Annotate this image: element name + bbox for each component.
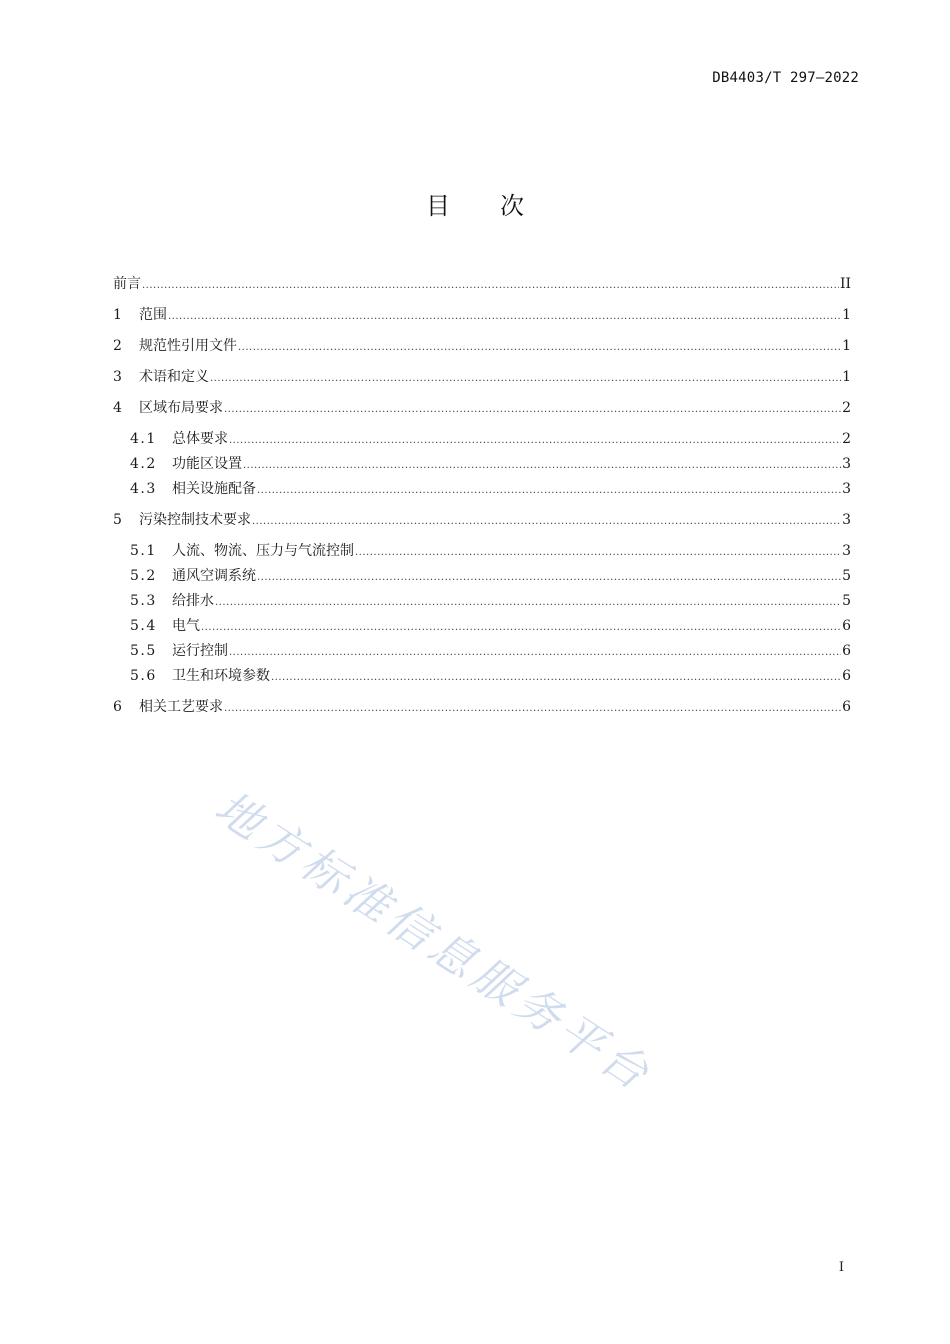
toc-entry-number: 2 [113,338,122,354]
toc-title: 目次 [426,192,574,220]
toc-entry-number: 4 [113,400,122,416]
toc-page-number: 6 [842,643,851,659]
toc-entry-4[interactable] [113,399,851,417]
toc-entry-label: 前言 [113,276,141,292]
toc-entry-label: 相关工艺要求 [139,699,223,715]
toc-entry-number: 4.2 [130,456,157,472]
toc-dot-leader [257,480,841,500]
toc-entry-label: 相关设施配备 [172,481,256,497]
toc-entry-3[interactable] [113,368,851,386]
toc-entry-number: 4.3 [130,481,157,497]
toc-page-number: 6 [842,618,851,634]
toc-entry-4-2[interactable] [113,455,851,473]
toc-entry-label: 范围 [139,307,167,323]
toc-dot-leader [224,399,841,419]
toc-entry-label: 人流、物流、压力与气流控制 [172,543,354,559]
toc-entry-number: 5.3 [130,593,157,609]
toc-dot-leader [168,306,841,326]
toc-list [113,275,851,716]
toc-page-number: 5 [842,593,851,609]
toc-entry-label: 规范性引用文件 [139,338,237,354]
toc-page-number: 3 [842,456,851,472]
toc-page-number: 3 [842,512,851,528]
toc-entry-number: 5 [113,512,122,528]
toc-page-number: 6 [842,699,851,715]
toc-entry-5-2[interactable] [113,567,851,585]
page-number: I [838,1260,844,1275]
watermark: 地方标准信息服务平台 [205,780,663,1103]
toc-page-number: 2 [842,431,851,447]
toc-dot-leader [355,542,841,562]
toc-entry-6[interactable] [113,698,851,716]
toc-entry-number: 5.4 [130,618,157,634]
toc-entry-label: 电气 [172,618,200,634]
toc-page-number: 3 [842,543,851,559]
toc-page-number: 1 [842,369,851,385]
toc-entry-label: 运行控制 [172,643,228,659]
toc-page-number: 2 [842,400,851,416]
toc-entry-number: 4.1 [130,431,157,447]
toc-dot-leader [229,430,841,450]
toc-entry-label: 术语和定义 [139,369,209,385]
toc-page-number: 5 [842,568,851,584]
toc-entry-5-1[interactable] [113,542,851,560]
toc-dot-leader [238,337,841,357]
toc-entry-label: 总体要求 [172,431,228,447]
toc-page-number: 1 [842,338,851,354]
toc-entry-label: 通风空调系统 [172,568,256,584]
toc-entry-number: 6 [113,699,122,715]
toc-entry-5[interactable] [113,511,851,529]
toc-entry-number: 5.1 [130,543,157,559]
toc-page-number: II [839,276,851,292]
toc-dot-leader [271,667,841,687]
toc-dot-leader [142,275,839,295]
document-code: DB4403/T 297—2022 [712,70,859,86]
toc-dot-leader [257,567,841,587]
toc-entry-foreword[interactable] [113,275,851,293]
toc-entry-number: 5.2 [130,568,157,584]
toc-entry-number: 3 [113,369,122,385]
toc-entry-4-3[interactable] [113,480,851,498]
toc-entry-5-6[interactable] [113,667,851,685]
toc-dot-leader [224,698,841,718]
toc-entry-5-4[interactable] [113,617,851,635]
toc-entry-1[interactable] [113,306,851,324]
toc-entry-number: 5.5 [130,643,157,659]
toc-entry-5-3[interactable] [113,592,851,610]
toc-dot-leader [201,617,841,637]
toc-entry-label: 功能区设置 [172,456,242,472]
toc-entry-label: 区域布局要求 [139,400,223,416]
toc-dot-leader [215,592,841,612]
toc-entry-label: 污染控制技术要求 [139,512,251,528]
toc-page-number: 3 [842,481,851,497]
toc-dot-leader [210,368,841,388]
toc-entry-number: 1 [113,307,122,323]
toc-dot-leader [229,642,841,662]
toc-entry-number: 5.6 [130,668,157,684]
toc-dot-leader [243,455,841,475]
toc-entry-label: 给排水 [172,593,214,609]
toc-entry-5-5[interactable] [113,642,851,660]
toc-entry-4-1[interactable] [113,430,851,448]
toc-entry-label: 卫生和环境参数 [172,668,270,684]
toc-entry-2[interactable] [113,337,851,355]
toc-dot-leader [252,511,841,531]
toc-page-number: 1 [842,307,851,323]
toc-page-number: 6 [842,668,851,684]
